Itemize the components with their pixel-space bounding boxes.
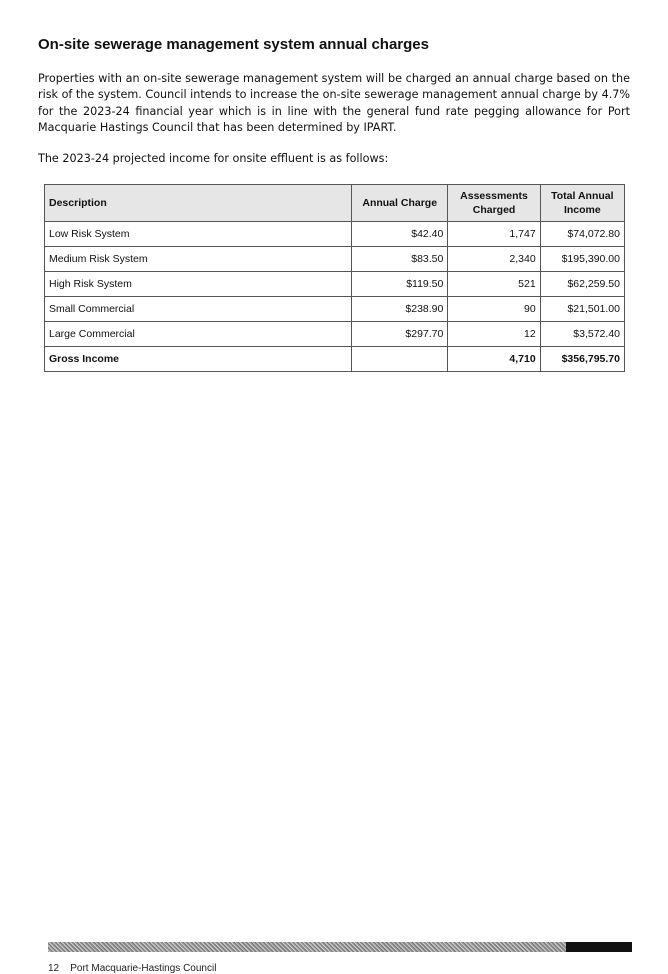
cell-annual-charge: $83.50 [352,247,448,272]
cell-description: Small Commercial [45,297,352,322]
cell-assessments: 2,340 [448,247,540,272]
intro-paragraph: Properties with an on-site sewerage management system will be charged an annual charge based on the risk of the system. Council intends to increase the on-site sewerage management annual charge by 4.7% for the 2023-24 financial year which is in line with the general fund rate pegging allowance for Port Macquarie Hastings Council that has been determined by IPART. [38,72,630,135]
table-row [45,247,625,272]
footer-bar-accent [566,942,632,952]
header-description: Description [45,185,352,222]
cell-description: Large Commercial [45,322,352,347]
footer-org-name: Port Macquarie-Hastings Council [70,963,217,974]
table-header-row [45,185,625,222]
header-total-annual-income: Total Annual Income [540,185,624,222]
cell-total-income: $356,795.70 [540,347,624,372]
header-annual-charge: Annual Charge [352,185,448,222]
cell-description: Gross Income [45,347,352,372]
cell-description: High Risk System [45,272,352,297]
cell-total-income: $195,390.00 [540,247,624,272]
charges-table [44,184,625,372]
page-footer [48,963,216,974]
section-heading: On-site sewerage management system annual charges [38,36,429,53]
cell-annual-charge: $297.70 [352,322,448,347]
cell-annual-charge [352,347,448,372]
cell-annual-charge: $119.50 [352,272,448,297]
cell-assessments: 4,710 [448,347,540,372]
footer-decorative-bar [48,942,632,952]
cell-assessments: 12 [448,322,540,347]
cell-annual-charge: $238.90 [352,297,448,322]
cell-annual-charge: $42.40 [352,222,448,247]
cell-description: Medium Risk System [45,247,352,272]
cell-assessments: 90 [448,297,540,322]
cell-assessments: 1,747 [448,222,540,247]
table-row [45,222,625,247]
cell-total-income: $74,072.80 [540,222,624,247]
table-total-row [45,347,625,372]
cell-total-income: $62,259.50 [540,272,624,297]
page-number: 12 [48,963,60,974]
cell-total-income: $3,572.40 [540,322,624,347]
income-intro-paragraph: The 2023-24 projected income for onsite effluent is as follows: [38,152,389,165]
header-assessments-charged: Assessments Charged [448,185,540,222]
cell-assessments: 521 [448,272,540,297]
table-row [45,322,625,347]
table-row [45,297,625,322]
cell-description: Low Risk System [45,222,352,247]
cell-total-income: $21,501.00 [540,297,624,322]
table-row [45,272,625,297]
